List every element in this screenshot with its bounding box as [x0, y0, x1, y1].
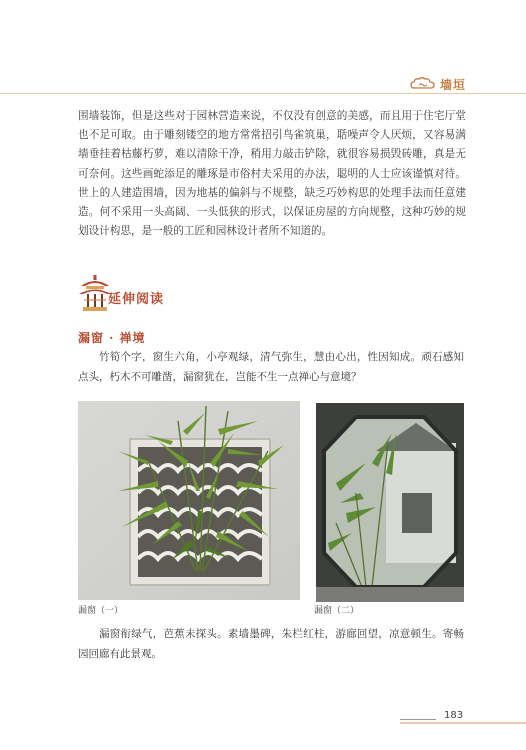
banner-label: 延伸阅读: [108, 292, 165, 307]
poem-paragraph: 竹筍个字，窗生六角，小亭观绿，清气弥生，慧由心出，性因知成。顽石感知点头，朽木不可雕凿，漏窗犹在，岂能不生一点禅心与意境？: [78, 351, 464, 383]
figure-caption-1: 漏窗（一）: [78, 606, 124, 616]
closing-paragraph: 漏窗衔绿气，芭蕉未探头。素墙墨碑，朱栏红柱，游廊回望，凉意顿生。寄畅园回廊有此景观。: [78, 628, 464, 660]
section-subtitle: 漏窗 · 禅境: [78, 331, 146, 345]
header-title: 墙垣: [440, 77, 467, 92]
page-number: 183: [444, 710, 464, 721]
running-header: [410, 74, 472, 94]
figure-caption-2: 漏窗（二）: [314, 606, 360, 616]
octagon-window-photo: [316, 403, 464, 602]
body-paragraph: 围墙装饰，但是这些对于园林营造来说，不仅没有创意的美感，而且用于住宅厅堂也不足可取。由于雕刻镂空的地方常常招引鸟雀筑巢，聒噪声令人厌烦，又容易满墙垂挂着枯藤朽萝，难以清除干净，稍用力敲击铲除，就很容易损毁砖雕，真是无可奈何。这些画蛇添足的雕琢是市俗村夫采用的办法，聪明的人士应该谨慎对待。世上的人建造围墙，因为地基的偏斜与不规整，缺乏巧妙构思的处理手法而任意建造。何不采用一头高阔、一头低狭的形式，以保证房屋的方向规整，这种巧妙的规划设计构思，是一般的工匠和园林设计者所不知道的。: [78, 110, 466, 238]
cloud-icon: [410, 76, 436, 92]
footer-rule: [400, 719, 436, 720]
footer-bar: [400, 722, 526, 724]
lattice-window-bamboo-photo: [78, 401, 300, 600]
section-banner: [78, 274, 178, 314]
pavilion-icon: [78, 274, 112, 314]
